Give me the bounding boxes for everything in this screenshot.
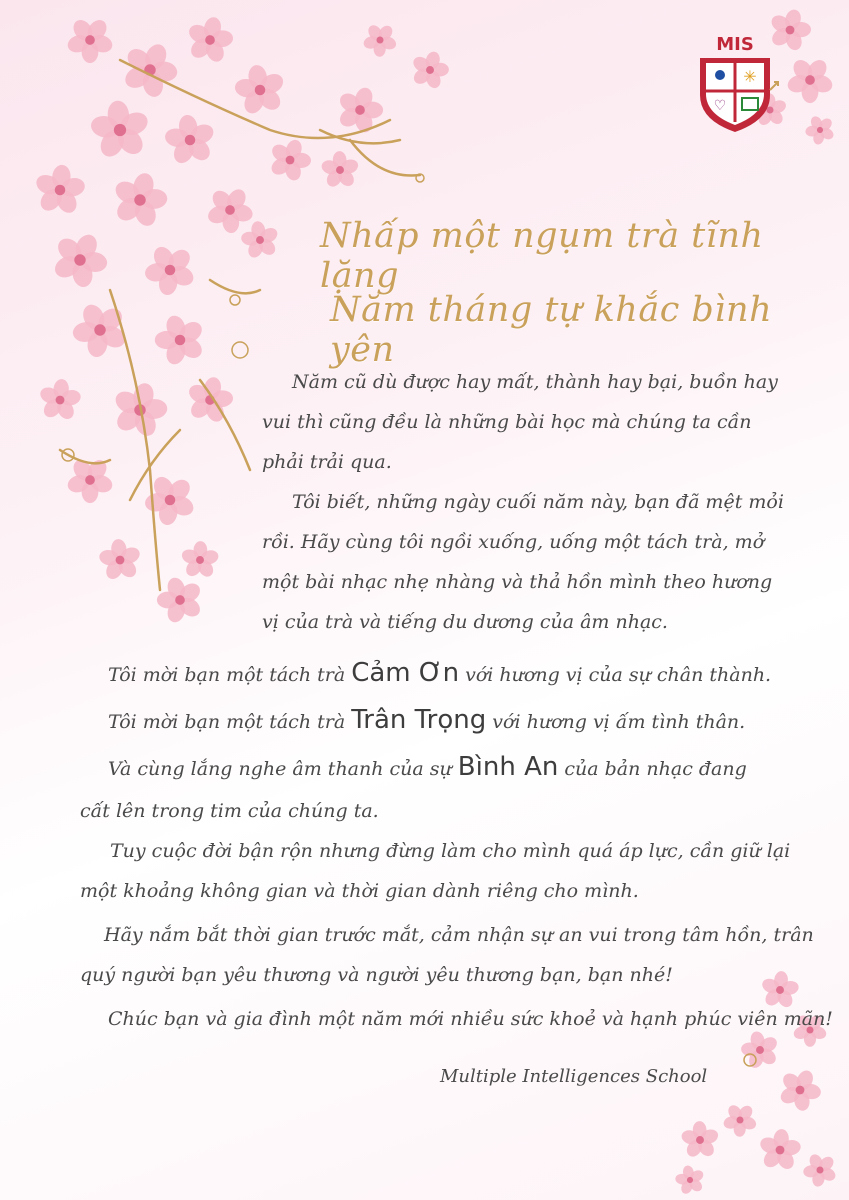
invite-line-1-post: với hương vị của sự chân thành.: [459, 664, 772, 686]
blossom-flower: [65, 16, 114, 63]
blossom-flower: [803, 1152, 838, 1187]
blossom-flower: [89, 100, 151, 161]
body-line-5: Tuy cuộc đời bận rộn nhưng đừng làm cho mình quá áp lực, cần giữ lại: [110, 840, 791, 862]
blossom-flower: [155, 313, 206, 367]
blossom-flower: [38, 378, 82, 422]
blossom-flower: [180, 541, 220, 580]
signature: Multiple Intelligences School: [440, 1066, 708, 1087]
intro-text-2: Tôi biết, những ngày cuối năm này, bạn đã mệt mỏi rồi. Hãy cùng tôi ngồi xuống, uống một tách trà, mở một bài nhạc nhẹ nhàng và thả hồn mình theo hương vị của trà và tiếng du dương của âm nhạc.: [262, 491, 784, 633]
wish-line: Chúc bạn và gia đình một năm mới nhiều sức khoẻ và hạnh phúc viên mãn!: [108, 1008, 833, 1030]
blossom-flower: [72, 301, 129, 358]
blossom-flower: [234, 64, 287, 117]
blossom-flower: [268, 138, 311, 183]
invite-line-1: [108, 658, 771, 688]
blossom-flower: [760, 970, 800, 1009]
blossom-flower: [157, 575, 204, 624]
svg-text:✳: ✳: [743, 67, 757, 86]
body-line-8: quý người bạn yêu thương và người yêu thương bạn, bạn nhé!: [80, 964, 673, 986]
mis-logo: [690, 30, 780, 135]
blossom-flower: [320, 151, 360, 190]
invite-line-2-post: với hương vị ấm tình thân.: [486, 711, 746, 733]
invite-line-2: [108, 705, 745, 735]
blossom-flower: [51, 231, 108, 288]
intro-text-1: Năm cũ dù được hay mất, thành hay bại, buồn hay vui thì cũng đều là những bài học mà chúng ta cần phải trải qua.: [262, 371, 778, 473]
body-line-7: Hãy nắm bắt thời gian trước mắt, cảm nhận sự an vui trong tâm hồn, trân: [104, 924, 814, 946]
invite-line-3-post: của bản nhạc đang: [558, 758, 747, 780]
blossom-flower: [164, 114, 217, 167]
blossom-flower: [112, 171, 168, 229]
blossom-flower: [186, 16, 234, 65]
intro-paragraph-2: [262, 482, 792, 642]
blossom-flower: [112, 381, 168, 439]
blossom-flower: [680, 1121, 720, 1160]
invite-line-1-pre: Tôi mời bạn một tách trà: [108, 664, 352, 686]
blossom-flower: [144, 243, 197, 296]
title-line-1: Nhấp một ngụm trà tĩnh lặng: [320, 216, 764, 296]
intro-paragraph-1: [262, 362, 792, 482]
highlight-binh-an: Bình An: [457, 752, 559, 782]
blossom-flower: [785, 56, 834, 103]
blossom-flower: [186, 376, 234, 425]
blossom-flower: [362, 23, 398, 57]
highlight-tran-trong: Trân Trọng: [351, 705, 487, 735]
blossom-flower: [33, 164, 86, 216]
svg-text:♡: ♡: [713, 98, 727, 114]
logo-text: MIS: [716, 34, 754, 55]
invite-line-3-pre: Và cùng lắng nghe âm thanh của sự: [108, 758, 458, 780]
body-line-6: một khoảng không gian và thời gian dành riêng cho mình.: [80, 880, 639, 902]
highlight-cam-on: Cảm Ơn: [351, 658, 460, 688]
blossom-flower: [205, 186, 254, 234]
body-line-4: cất lên trong tim của chúng ta.: [80, 800, 379, 822]
blossom-flower: [121, 41, 178, 99]
blossom-flower: [805, 114, 836, 145]
blossom-flower: [98, 538, 142, 582]
blossom-flower: [675, 1165, 706, 1196]
invite-line-2-pre: Tôi mời bạn một tách trà: [108, 711, 352, 733]
blossom-flower: [722, 1103, 758, 1137]
invite-line-3: [108, 752, 747, 782]
title-line-2: Năm tháng tự khắc bình yên: [330, 290, 773, 370]
blossom-flower: [778, 1068, 822, 1112]
blossom-flower: [240, 220, 280, 260]
blossom-flower: [411, 50, 450, 90]
blossom-flower: [758, 1128, 802, 1172]
